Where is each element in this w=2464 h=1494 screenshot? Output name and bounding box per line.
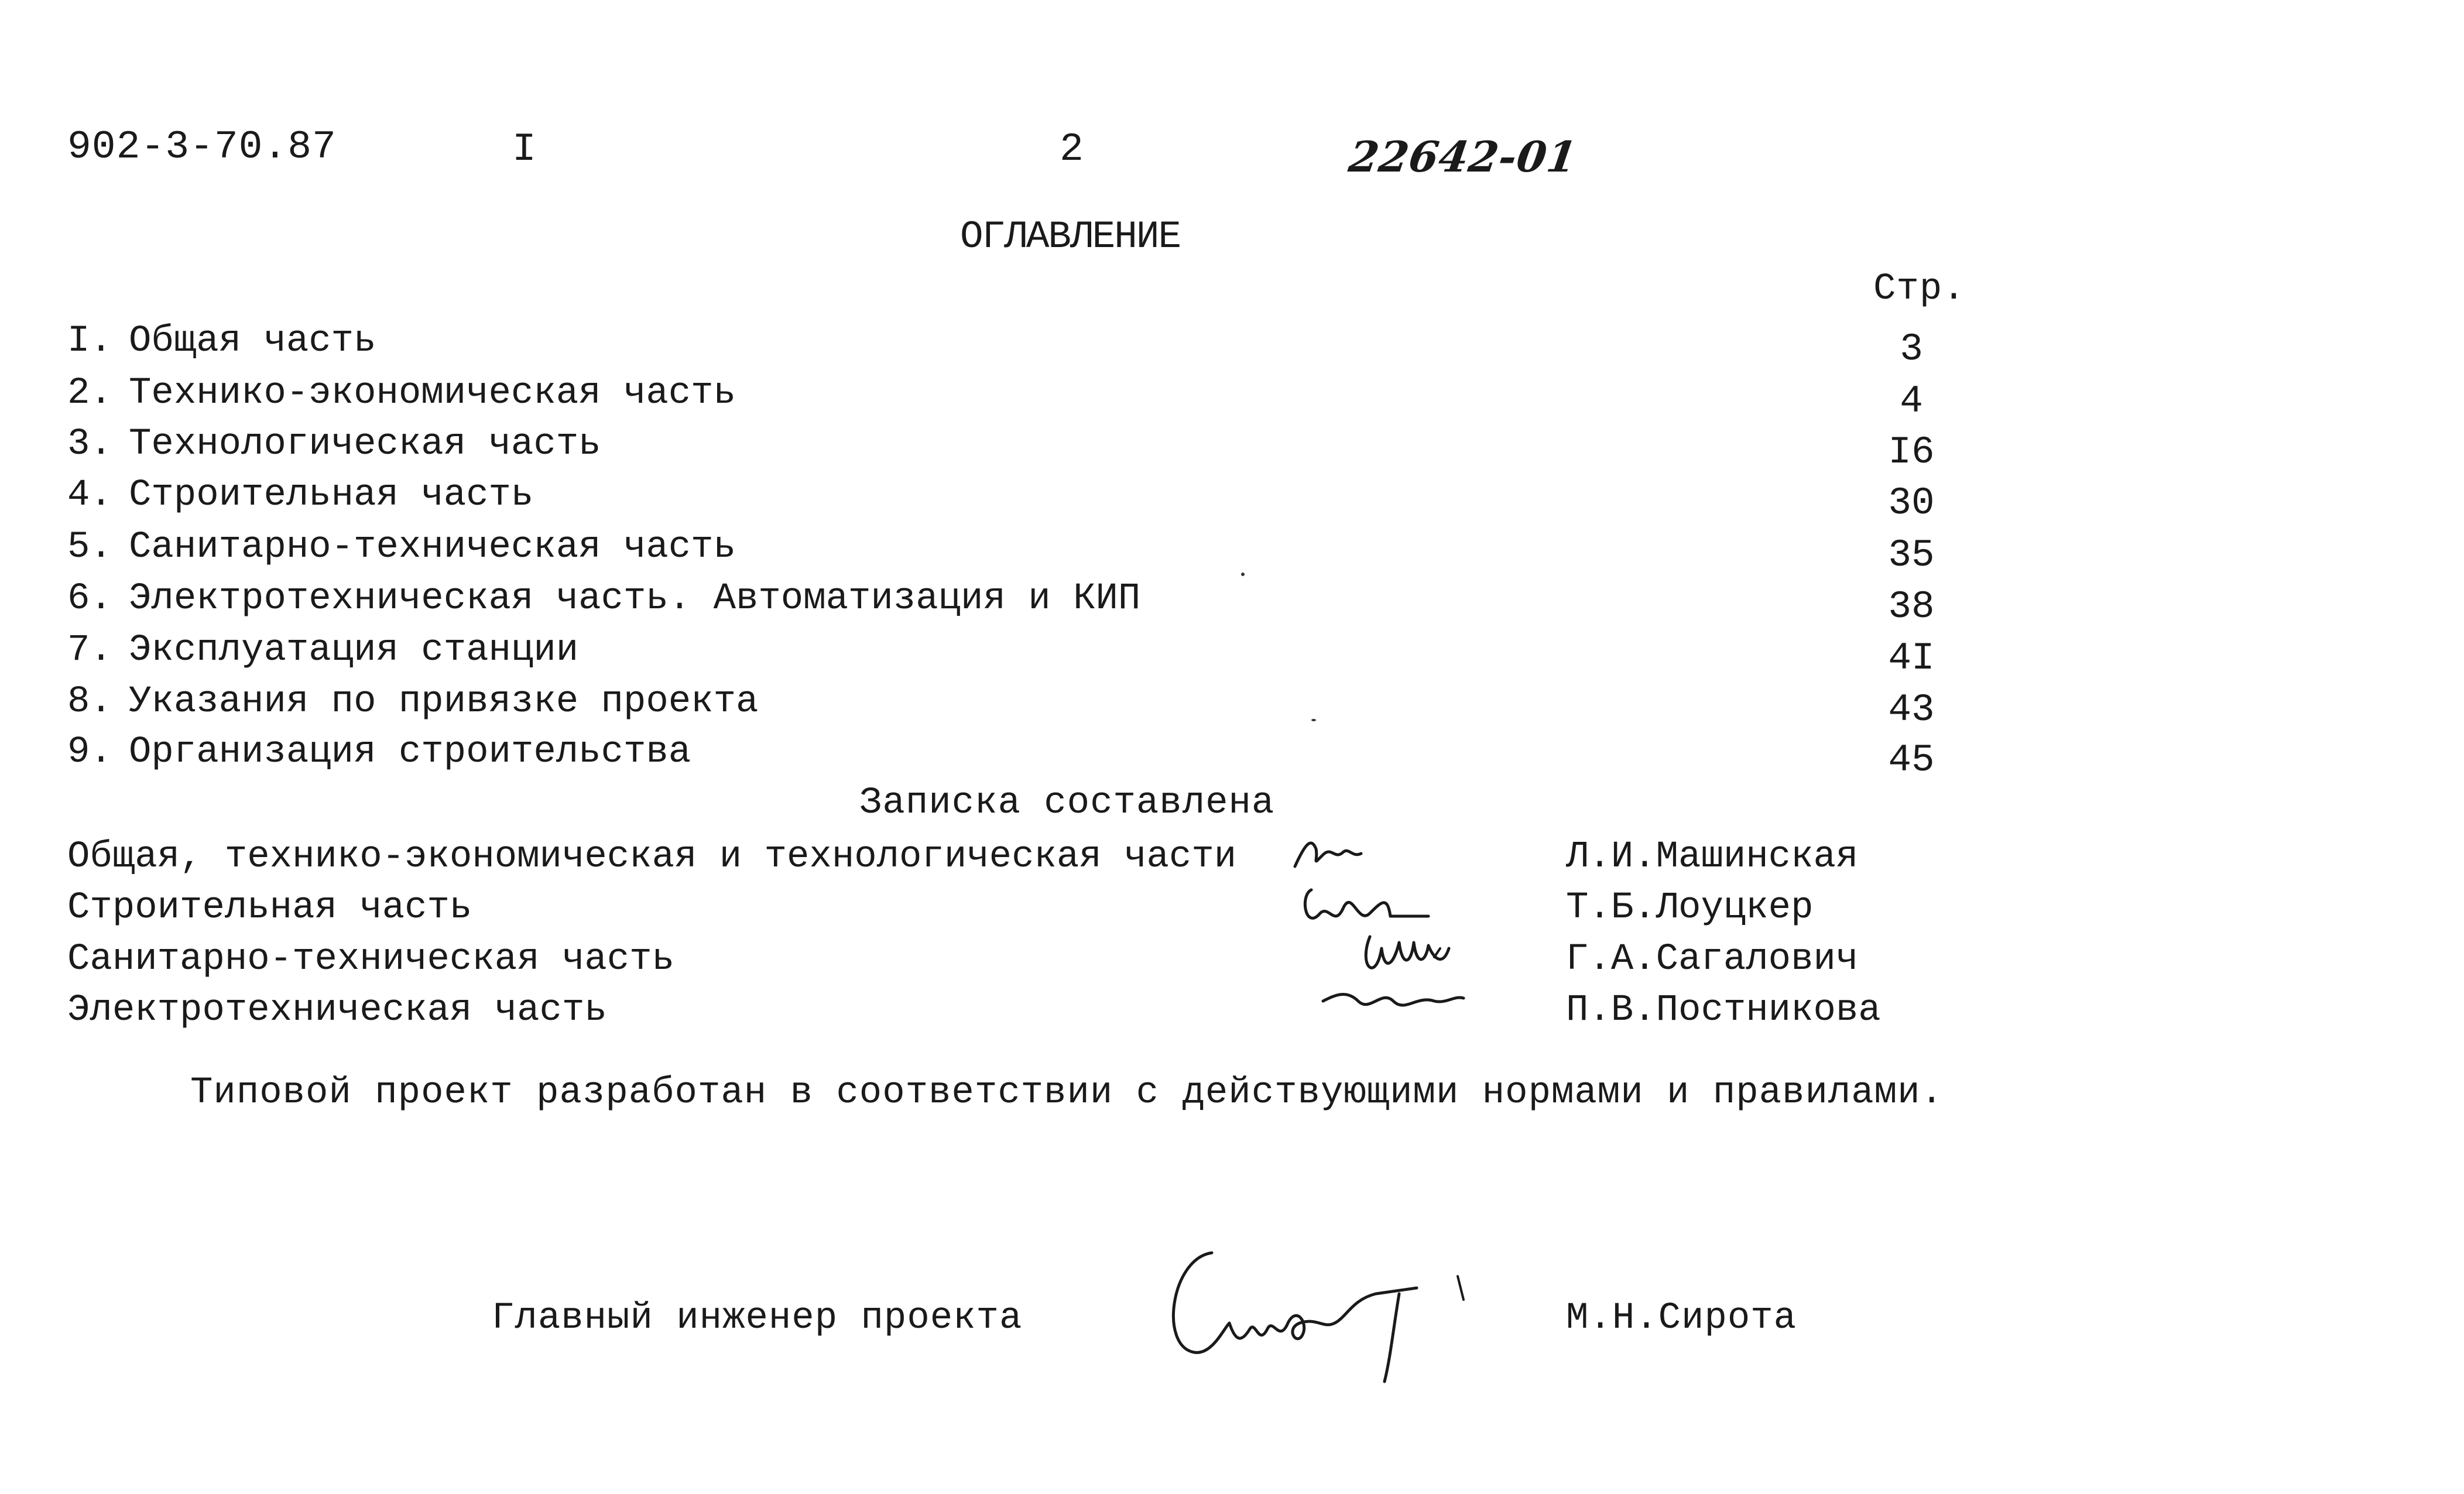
toc-item-number: 8. [67,681,112,723]
toc-item-label: Организация строительства [129,731,691,773]
scan-speck [1241,573,1245,576]
author-section: Строительная часть [67,887,472,929]
author-signatures [1288,825,1522,1048]
toc-item-label: Указания по привязке проекта [129,681,759,723]
toc-item-number: 5. [67,526,112,568]
toc-item[interactable] [67,474,1999,525]
author-section: Санитарно-техническая часть [67,938,674,981]
toc-item-number: 9. [67,731,112,773]
author-name: П.В.Постникова [1566,989,1881,1032]
album-number: I [512,127,537,172]
author-section: Электротехническая часть [67,989,607,1032]
toc-item-page: 3 [1900,327,1923,371]
author-name: Т.Б.Лоуцкер [1566,887,1814,929]
toc-item[interactable] [67,526,1999,577]
signature-loutsker [1305,890,1428,918]
page-column-label: Стр. [1873,268,1966,310]
toc-item-label: Электротехническая часть. Автоматизация и КИП [129,578,1141,620]
toc-item-page: 4I [1888,636,1935,680]
chief-engineer-signature [1147,1241,1475,1387]
toc-item-label: Технологическая часть [129,423,601,465]
toc-item-page: 45 [1888,738,1935,782]
scan-speck [1311,719,1316,721]
toc-item[interactable] [67,320,1999,371]
authors-heading: Записка составлена [859,782,1275,824]
compliance-statement: Типовой проект разработан в соответствии с действующими нормами и правилами. [190,1072,1944,1114]
toc-item[interactable] [67,681,1999,732]
toc-title: ОГЛАВЛЕНИЕ [960,215,1181,259]
toc-item-page: 35 [1888,533,1935,577]
toc-item-label: Технико-экономическая часть [129,372,736,414]
toc-item-number: 7. [67,629,112,671]
toc-item-label: Строительная часть [129,474,534,516]
toc-item-page: 4 [1900,379,1923,423]
chief-engineer-name: М.Н.Сирота [1566,1297,1797,1339]
author-name: Л.И.Машинская [1566,836,1859,878]
author-name: Г.А.Сагалович [1566,938,1859,981]
toc-item-number: 3. [67,423,112,465]
author-row [67,938,1941,985]
author-row [67,887,1941,934]
toc-item[interactable] [67,423,1999,474]
signature-postnikova [1323,994,1464,1005]
toc-item-number: 6. [67,578,112,620]
author-section: Общая, технико-экономическая и технологическая части [67,836,1237,878]
doc-code: 902-3-70.87 [67,125,337,170]
chief-engineer-title: Главный инженер проекта [492,1297,1023,1339]
toc-item-label: Эксплуатация станции [129,629,579,671]
toc-item[interactable] [67,578,1999,629]
author-row [67,989,1941,1036]
signature-mashinskaya [1295,843,1361,866]
author-row [67,836,1941,883]
toc-item-number: 2. [67,372,112,414]
toc-item-page: 30 [1888,481,1935,525]
toc-item[interactable] [67,372,1999,423]
toc-item-number: I. [67,320,112,362]
toc-item-label: Санитарно-техническая часть [129,526,736,568]
toc-item[interactable] [67,629,1999,680]
toc-item-label: Общая часть [129,320,376,362]
toc-item-page: 38 [1888,585,1935,629]
toc-item-page: 43 [1888,688,1935,732]
toc-item-page: I6 [1888,430,1935,474]
toc-item[interactable] [67,731,1999,782]
page-number: 2 [1060,127,1084,172]
toc-item-number: 4. [67,474,112,516]
inventory-number: 22642-01 [1346,132,1581,181]
